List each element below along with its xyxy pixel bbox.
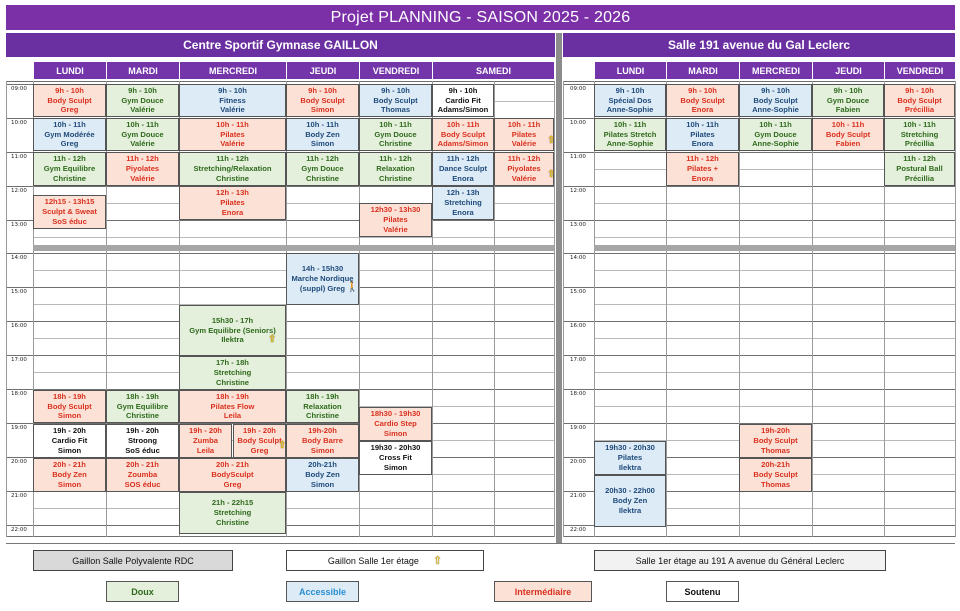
time-label: 16:00	[11, 323, 27, 329]
session-block[interactable]: 17h - 18h Stretching Christine	[179, 356, 286, 390]
time-label: 22:00	[570, 527, 586, 533]
session-block[interactable]: 18h - 19h Body Sculpt Simon	[33, 390, 106, 423]
session-block[interactable]: 19h30 - 20h30 Cross Fit Simon	[359, 441, 432, 475]
session-block[interactable]: 9h - 10h Fitness Valérie	[179, 84, 286, 117]
time-label: 18:00	[11, 391, 27, 397]
session-block[interactable]: 10h - 11h Pilates Stretch Anne-Sophie	[594, 118, 666, 151]
session-block[interactable]: 9h - 10h Gym Douce Fabien	[812, 84, 884, 117]
grid-line	[563, 81, 955, 82]
walker-icon: 🚶	[346, 282, 359, 293]
day-header-mardi: MARDI	[106, 62, 179, 79]
session-block[interactable]: 9h - 10h Body Sculpt Simon	[286, 84, 359, 117]
grid-line	[594, 270, 955, 271]
session-block[interactable]: 12h - 13h Pilates Enora	[179, 186, 286, 220]
time-label: 11:00	[570, 154, 586, 160]
session-block[interactable]: 10h - 11h Pilates Enora	[666, 118, 739, 151]
grid-line	[594, 406, 955, 407]
time-label: 09:00	[11, 86, 27, 92]
day-header-vendredi-right: VENDREDI	[884, 62, 955, 79]
grid-line	[563, 186, 955, 187]
grid-line	[563, 321, 955, 322]
day-header-mercredi-right: MERCREDI	[739, 62, 812, 79]
grid-column-line	[6, 81, 7, 537]
location-ground-floor: Gaillon Salle Polyvalente RDC	[33, 550, 233, 571]
session-block[interactable]: 20h-21h Body Zen Simon	[286, 458, 359, 492]
grid-line	[33, 237, 554, 238]
grid-line	[594, 372, 955, 373]
session-block[interactable]: 14h - 15h30 Marche Nordique (suppl) Greg	[286, 253, 359, 305]
up-arrow-icon: ⇧	[268, 334, 277, 345]
session-block[interactable]: 20h30 - 22h00 Body Zen Ilektra	[594, 475, 666, 527]
session-block[interactable]: 11h - 12h Pilates + Enora	[666, 152, 739, 186]
session-block[interactable]: 11h - 12h Relaxation Christine	[359, 152, 432, 186]
time-label: 10:00	[11, 120, 27, 126]
day-header-lundi-right: LUNDI	[594, 62, 666, 79]
session-block[interactable]: 10h - 11h Pilates Valérie	[494, 118, 554, 151]
grid-line	[563, 287, 955, 288]
session-block[interactable]: 10h - 11h Body Sculpt Fabien	[812, 118, 884, 151]
time-label: 17:00	[570, 357, 586, 363]
time-label: 14:00	[11, 255, 27, 261]
session-block[interactable]: 20h-21h Body Sculpt Thomas	[739, 458, 812, 492]
session-block[interactable]: 9h - 10h Gym Douce Valérie	[106, 84, 179, 117]
session-block[interactable]: 18h - 19h Gym Equilibre Christine	[106, 390, 179, 423]
day-header-mardi-right: MARDI	[666, 62, 739, 79]
session-block[interactable]: 11h - 12h Piyolates Valérie	[106, 152, 179, 186]
session-block[interactable]: 18h - 19h Relaxation Christine	[286, 390, 359, 423]
session-block[interactable]: 19h - 20h Cardio Fit Simon	[33, 424, 106, 458]
location-first-floor-label: Gaillon Salle 1er étage	[327, 555, 419, 566]
session-block[interactable]: 18h - 19h Pilates Flow Leila	[179, 390, 286, 423]
grid-line	[6, 81, 554, 82]
grid-line	[594, 304, 955, 305]
location-first-floor	[286, 550, 484, 571]
grid-line	[563, 220, 955, 221]
time-label: 16:00	[570, 323, 586, 329]
time-label: 17:00	[11, 357, 27, 363]
grid-line	[6, 536, 554, 537]
time-label: 14:00	[570, 255, 586, 261]
session-block[interactable]: 20h - 21h BodySculpt Greg	[179, 458, 286, 492]
session-block[interactable]: 9h - 10h Body Sculpt Précillia	[884, 84, 955, 117]
grid-column-line	[955, 81, 956, 537]
grid-line	[563, 253, 955, 254]
day-header-lundi: LUNDI	[33, 62, 106, 79]
session-block[interactable]: 20h - 21h Body Zen Simon	[33, 458, 106, 492]
grid-line	[563, 355, 955, 356]
session-block[interactable]: 15h30 - 17h Gym Equilibre (Seniors) Ilektra	[179, 305, 286, 356]
page-title: Projet PLANNING - SAISON 2025 - 2026	[6, 5, 955, 30]
day-header-mercredi: MERCREDI	[179, 62, 286, 79]
legend-accessible: Accessible	[286, 581, 359, 602]
session-block[interactable]: 19h - 20h Zumba Leila	[179, 424, 232, 458]
time-label: 13:00	[11, 222, 27, 228]
time-label: 13:00	[570, 222, 586, 228]
session-block[interactable]: 10h - 11h Gym Douce Christine	[359, 118, 432, 151]
session-block[interactable]: 12h30 - 13h30 Pilates Valérie	[359, 203, 432, 237]
time-label: 15:00	[570, 289, 586, 295]
grid-line	[563, 389, 955, 390]
time-label: 20:00	[11, 459, 27, 465]
grid-line	[6, 253, 554, 254]
grid-column-line	[554, 81, 555, 537]
session-block[interactable]: 9h - 10h Body Sculpt Thomas	[359, 84, 432, 117]
session-block[interactable]: 19h-20h Body Sculpt Thomas	[739, 424, 812, 458]
session-block[interactable]: 19h30 - 20h30 Pilates Ilektra	[594, 441, 666, 475]
session-block[interactable]: 10h - 11h Stretching Précillia	[884, 118, 955, 151]
session-block[interactable]: 18h30 - 19h30 Cardio Step Simon	[359, 407, 432, 441]
session-block[interactable]: 9h - 10h Body Sculpt Greg	[33, 84, 106, 117]
time-label: 09:00	[570, 86, 586, 92]
session-block[interactable]: 11h - 12h Gym Equilibre Christine	[33, 152, 106, 186]
session-block[interactable]: 9h - 10h Spécial Dos Anne-Sophie	[594, 84, 666, 117]
session-block[interactable]: 21h - 22h15 Stretching Christine	[179, 492, 286, 534]
lunch-break-bar	[33, 245, 554, 251]
grid-line	[6, 287, 554, 288]
grid-line	[594, 203, 955, 204]
legend-soutenu: Soutenu	[666, 581, 739, 602]
grid-line	[594, 237, 955, 238]
session-block[interactable]: 20h - 21h Zoumba SOS éduc	[106, 458, 179, 492]
time-label: 21:00	[11, 493, 27, 499]
location-annex: Salle 1er étage au 191 A avenue du Général Leclerc	[594, 550, 886, 571]
time-label: 11:00	[11, 154, 27, 160]
session-block[interactable]: 19h-20h Body Barre Simon	[286, 424, 359, 458]
session-block[interactable]: 9h - 10h Cardio Fit Adams/Simon	[432, 84, 494, 117]
lunch-break-bar-right	[594, 245, 955, 251]
time-label: 15:00	[11, 289, 27, 295]
session-block[interactable]: 10h - 11h Body Zen Simon	[286, 118, 359, 151]
venue-header-gaillon: Centre Sportif Gymnase GAILLON	[6, 33, 555, 57]
session-block[interactable]: 10h - 11h Gym Modérée Greg	[33, 118, 106, 151]
time-label: 21:00	[570, 493, 586, 499]
footer-divider	[6, 543, 955, 544]
legend-intermediaire: Intermédiaire	[494, 581, 592, 602]
session-block[interactable]: 9h - 10h Body Sculpt Anne-Sophie	[739, 84, 812, 117]
day-header-jeudi: JEUDI	[286, 62, 359, 79]
day-header-samedi: SAMEDI	[432, 62, 554, 79]
time-label: 19:00	[11, 425, 27, 431]
session-block[interactable]: 11h - 12h Dance Sculpt Enora	[432, 152, 494, 186]
grid-line	[33, 338, 554, 339]
time-label: 19:00	[570, 425, 586, 431]
session-block[interactable]: 9h - 10h Body Sculpt Enora	[666, 84, 739, 117]
session-block[interactable]: 11h - 12h Postural Ball Précillia	[884, 152, 955, 186]
legend-doux: Doux	[106, 581, 179, 602]
venue-separator	[556, 33, 562, 543]
session-block[interactable]: 19h - 20h Stroong SoS éduc	[106, 424, 179, 458]
session-block[interactable]: 10h - 11h Gym Douce Valérie	[106, 118, 179, 151]
session-block[interactable]: 11h - 12h Piyolates Valérie	[494, 152, 554, 186]
day-header-vendredi: VENDREDI	[359, 62, 432, 79]
up-arrow-icon: ⇧	[432, 555, 443, 567]
time-label: 12:00	[570, 188, 586, 194]
session-block[interactable]: 12h15 - 13h15 Sculpt & Sweat SoS éduc	[33, 195, 106, 229]
time-label: 18:00	[570, 391, 586, 397]
up-arrow-icon: ⇧	[547, 169, 556, 180]
grid-line	[33, 508, 554, 509]
up-arrow-icon: ⇧	[547, 135, 556, 146]
session-block[interactable]: 11h - 12h Stretching/Relaxation Christine	[179, 152, 286, 186]
grid-line	[594, 338, 955, 339]
time-label: 12:00	[11, 188, 27, 194]
grid-column-line	[563, 81, 564, 537]
session-block[interactable]: 10h - 11h Body Sculpt Adams/Simon	[432, 118, 494, 151]
session-block[interactable]: 19h - 20h Body Sculpt Greg	[233, 424, 286, 458]
time-label: 20:00	[570, 459, 586, 465]
session-block[interactable]: 11h - 12h Gym Douce Christine	[286, 152, 359, 186]
session-block[interactable]: 10h - 11h Pilates Valérie	[179, 118, 286, 151]
venue-header-leclerc: Salle 191 avenue du Gal Leclerc	[563, 33, 955, 57]
grid-line	[563, 536, 955, 537]
session-block[interactable]: 12h - 13h Stretching Enora	[432, 186, 494, 220]
grid-line	[33, 372, 554, 373]
time-label: 10:00	[570, 120, 586, 126]
time-label: 22:00	[11, 527, 27, 533]
session-block[interactable]: 10h - 11h Gym Douce Anne-Sophie	[739, 118, 812, 151]
day-header-jeudi-right: JEUDI	[812, 62, 884, 79]
up-arrow-icon: ⇧	[278, 440, 287, 451]
